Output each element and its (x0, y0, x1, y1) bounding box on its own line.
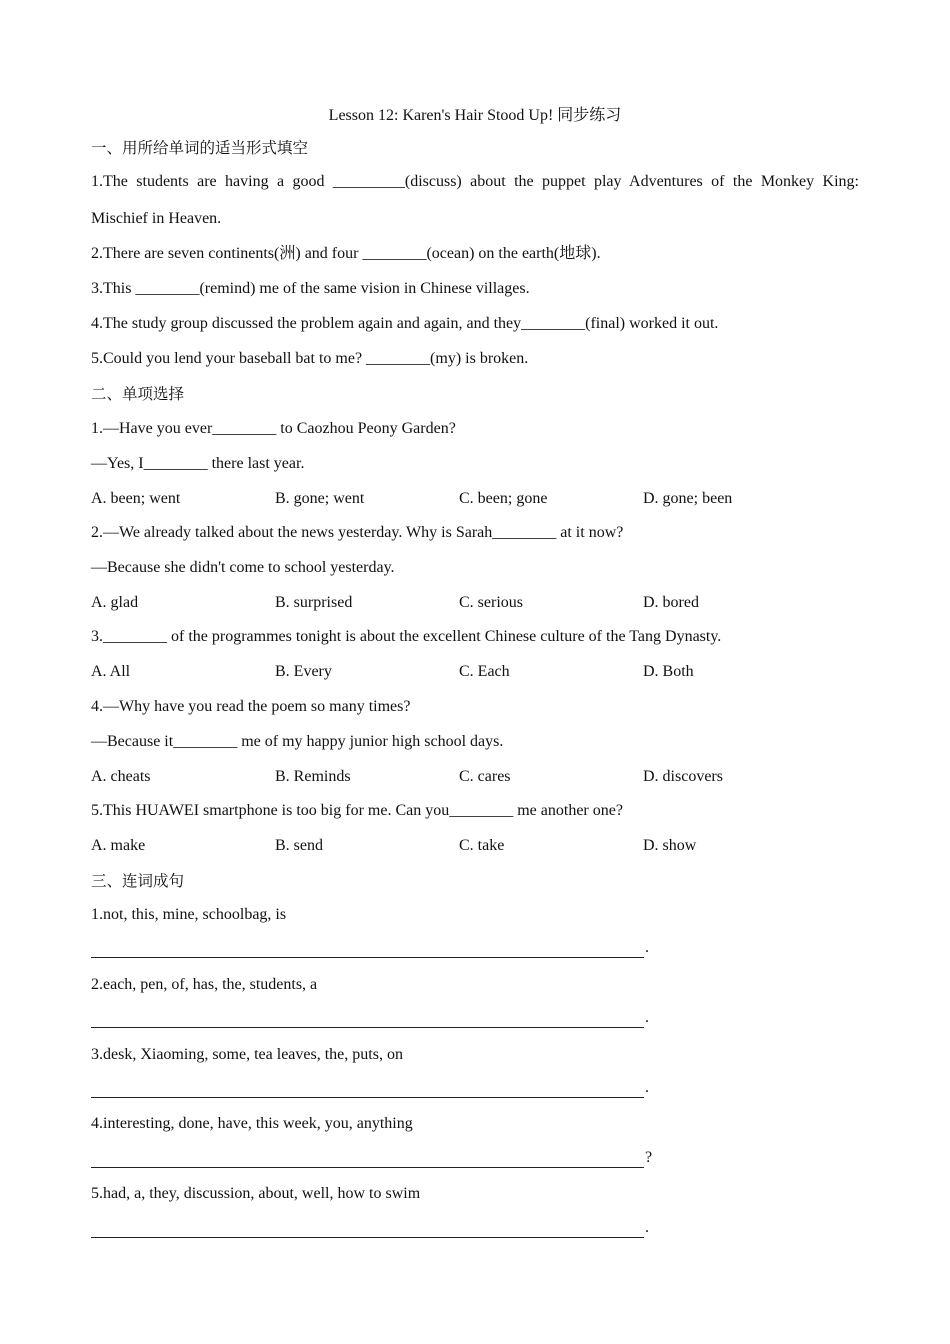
sentence-item-4-end-mark: ? (645, 1149, 653, 1166)
mc-q4-line1: 4.—Why have you read the poem so many times? (91, 698, 411, 715)
mc-q1-line2: —Yes, I________ there last year. (91, 455, 305, 472)
mc-q5-line1: 5.This HUAWEI smartphone is too big for me. Can you________ me another one? (91, 802, 623, 819)
sentence-item-4-answer-line (91, 1148, 652, 1168)
sentence-item-5-end-mark: . (645, 1219, 649, 1236)
sentence-item-2-words: 2.each, pen, of, has, the, students, a (91, 976, 318, 993)
fill-item-1-line1: 1.The students are having a good _________(discuss) about the puppet play Adventures of the Monkey King: (91, 173, 859, 190)
mc-q2-option-a: A. glad (91, 594, 139, 611)
section1-heading: 一、用所给单词的适当形式填空 (91, 139, 309, 157)
fill-item-3: 3.This ________(remind) me of the same vision in Chinese villages. (91, 280, 530, 297)
mc-q2-option-c: C. serious (459, 594, 523, 611)
fill-item-2: 2.There are seven continents(洲) and four ________(ocean) on the earth(地球). (91, 245, 601, 262)
mc-q1-option-b: B. gone; went (275, 490, 365, 507)
mc-q5-option-b: B. send (275, 837, 323, 854)
mc-q3-option-c: C. Each (459, 663, 510, 680)
mc-q3-option-a: A. All (91, 663, 131, 680)
mc-q1-option-c: C. been; gone (459, 490, 548, 507)
sentence-item-3-answer-line (91, 1078, 649, 1098)
mc-q4-line2: —Because it________ me of my happy junior high school days. (91, 733, 504, 750)
mc-q4-option-d: D. discovers (643, 768, 723, 785)
mc-q2-option-b: B. surprised (275, 594, 353, 611)
mc-q4-option-b: B. Reminds (275, 768, 351, 785)
sentence-item-2-answer-line (91, 1008, 649, 1028)
mc-q2-line2: —Because she didn't come to school yesterday. (91, 559, 395, 576)
mc-q2-option-d: D. bored (643, 594, 699, 611)
sentence-item-1-words: 1.not, this, mine, schoolbag, is (91, 906, 287, 923)
sentence-item-1-answer-line (91, 938, 649, 958)
fill-item-4: 4.The study group discussed the problem again and again, and they________(final) worked it out. (91, 315, 719, 332)
mc-q1-option-d: D. gone; been (643, 490, 733, 507)
page-title: Lesson 12: Karen's Hair Stood Up! 同步练习 (328, 107, 622, 124)
sentence-item-5-words: 5.had, a, they, discussion, about, well, how to swim (91, 1185, 421, 1202)
fill-item-1-line2: Mischief in Heaven. (91, 210, 222, 227)
mc-q3-option-b: B. Every (275, 663, 332, 680)
sentence-item-2-end-mark: . (645, 1009, 649, 1026)
sentence-item-3-end-mark: . (645, 1079, 649, 1096)
mc-q2-line1: 2.—We already talked about the news yesterday. Why is Sarah________ at it now? (91, 524, 624, 541)
sentence-item-3-words: 3.desk, Xiaoming, some, tea leaves, the, puts, on (91, 1046, 403, 1063)
mc-q5-option-c: C. take (459, 837, 505, 854)
mc-q1-line1: 1.—Have you ever________ to Caozhou Peony Garden? (91, 420, 456, 437)
mc-q4-option-c: C. cares (459, 768, 511, 785)
fill-item-5: 5.Could you lend your baseball bat to me? ________(my) is broken. (91, 350, 529, 367)
mc-q3-line1: 3.________ of the programmes tonight is about the excellent Chinese culture of the Tang Dynasty. (91, 628, 722, 645)
section3-heading: 三、连词成句 (91, 872, 185, 890)
mc-q4-option-a: A. cheats (91, 768, 151, 785)
sentence-item-4-words: 4.interesting, done, have, this week, you, anything (91, 1115, 413, 1132)
section2-heading: 二、单项选择 (91, 385, 185, 403)
mc-q3-option-d: D. Both (643, 663, 694, 680)
mc-q5-option-a: A. make (91, 837, 146, 854)
sentence-item-5-answer-line (91, 1218, 649, 1238)
mc-q1-option-a: A. been; went (91, 490, 181, 507)
mc-q5-option-d: D. show (643, 837, 697, 854)
sentence-item-1-end-mark: . (645, 939, 649, 956)
